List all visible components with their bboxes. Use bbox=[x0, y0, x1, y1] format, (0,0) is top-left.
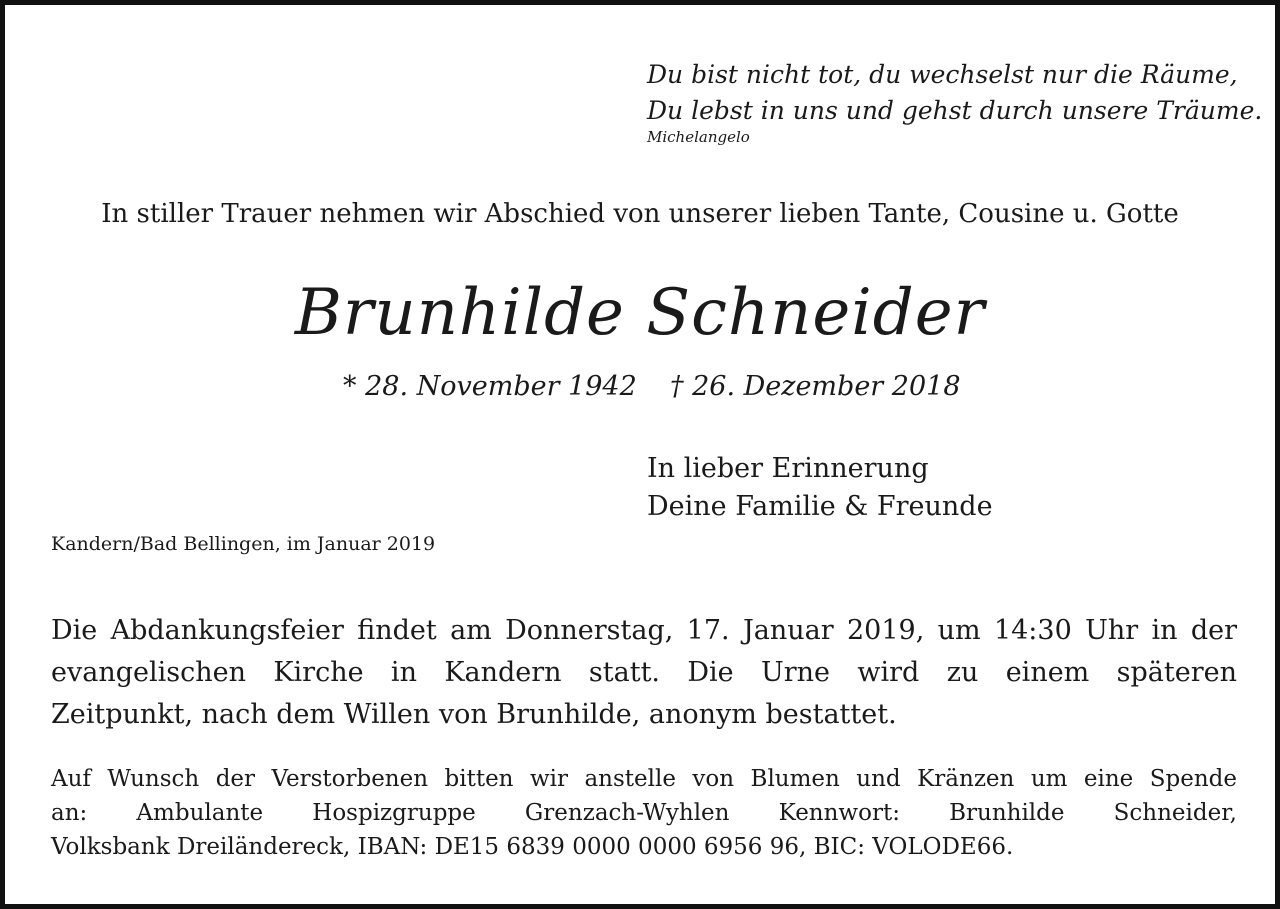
quote-line: Du bist nicht tot, du wechselst nur die Räume, bbox=[647, 60, 1238, 89]
memory-signature bbox=[647, 450, 993, 526]
quote-author: Michelangelo bbox=[647, 128, 750, 146]
donation-paragraph bbox=[51, 762, 1237, 864]
ceremony-line: Die Abdankungsfeier findet am Donnerstag, 17. Januar 2019, um 14:30 Uhr in der bbox=[51, 615, 1237, 646]
intro-text: In stiller Trauer nehmen wir Abschied von unserer lieben Tante, Cousine u. Gotte bbox=[101, 199, 1179, 229]
ceremony-line: Zeitpunkt, nach dem Willen von Brunhilde, anonym bestattet. bbox=[51, 699, 897, 730]
donation-line: Auf Wunsch der Verstorbenen bitten wir anstelle von Blumen und Kränzen um eine Spende bbox=[51, 766, 1237, 792]
ceremony-line: evangelischen Kirche in Kandern statt. Die Urne wird zu einem späteren bbox=[51, 657, 1237, 688]
birth-date: * 28. November 1942 bbox=[343, 371, 637, 402]
place-date: Kandern/Bad Bellingen, im Januar 2019 bbox=[51, 533, 436, 555]
quote-line: Du lebst in uns und gehst durch unsere Träume. bbox=[647, 96, 1263, 125]
deceased-name: Brunhilde Schneider bbox=[294, 276, 986, 350]
donation-line: an: Ambulante Hospizgruppe Grenzach-Wyhlen Kennwort: Brunhilde Schneider, bbox=[51, 800, 1237, 826]
ceremony-paragraph bbox=[51, 610, 1237, 736]
donation-line: Volksbank Dreiländereck, IBAN: DE15 6839 0000 0000 6956 96, BIC: VOLODE66. bbox=[51, 834, 1014, 860]
epigraph-quote bbox=[647, 57, 1262, 129]
death-date: † 26. Dezember 2018 bbox=[670, 371, 961, 402]
memory-line: In lieber Erinnerung bbox=[647, 453, 929, 484]
memory-line: Deine Familie & Freunde bbox=[647, 491, 993, 522]
